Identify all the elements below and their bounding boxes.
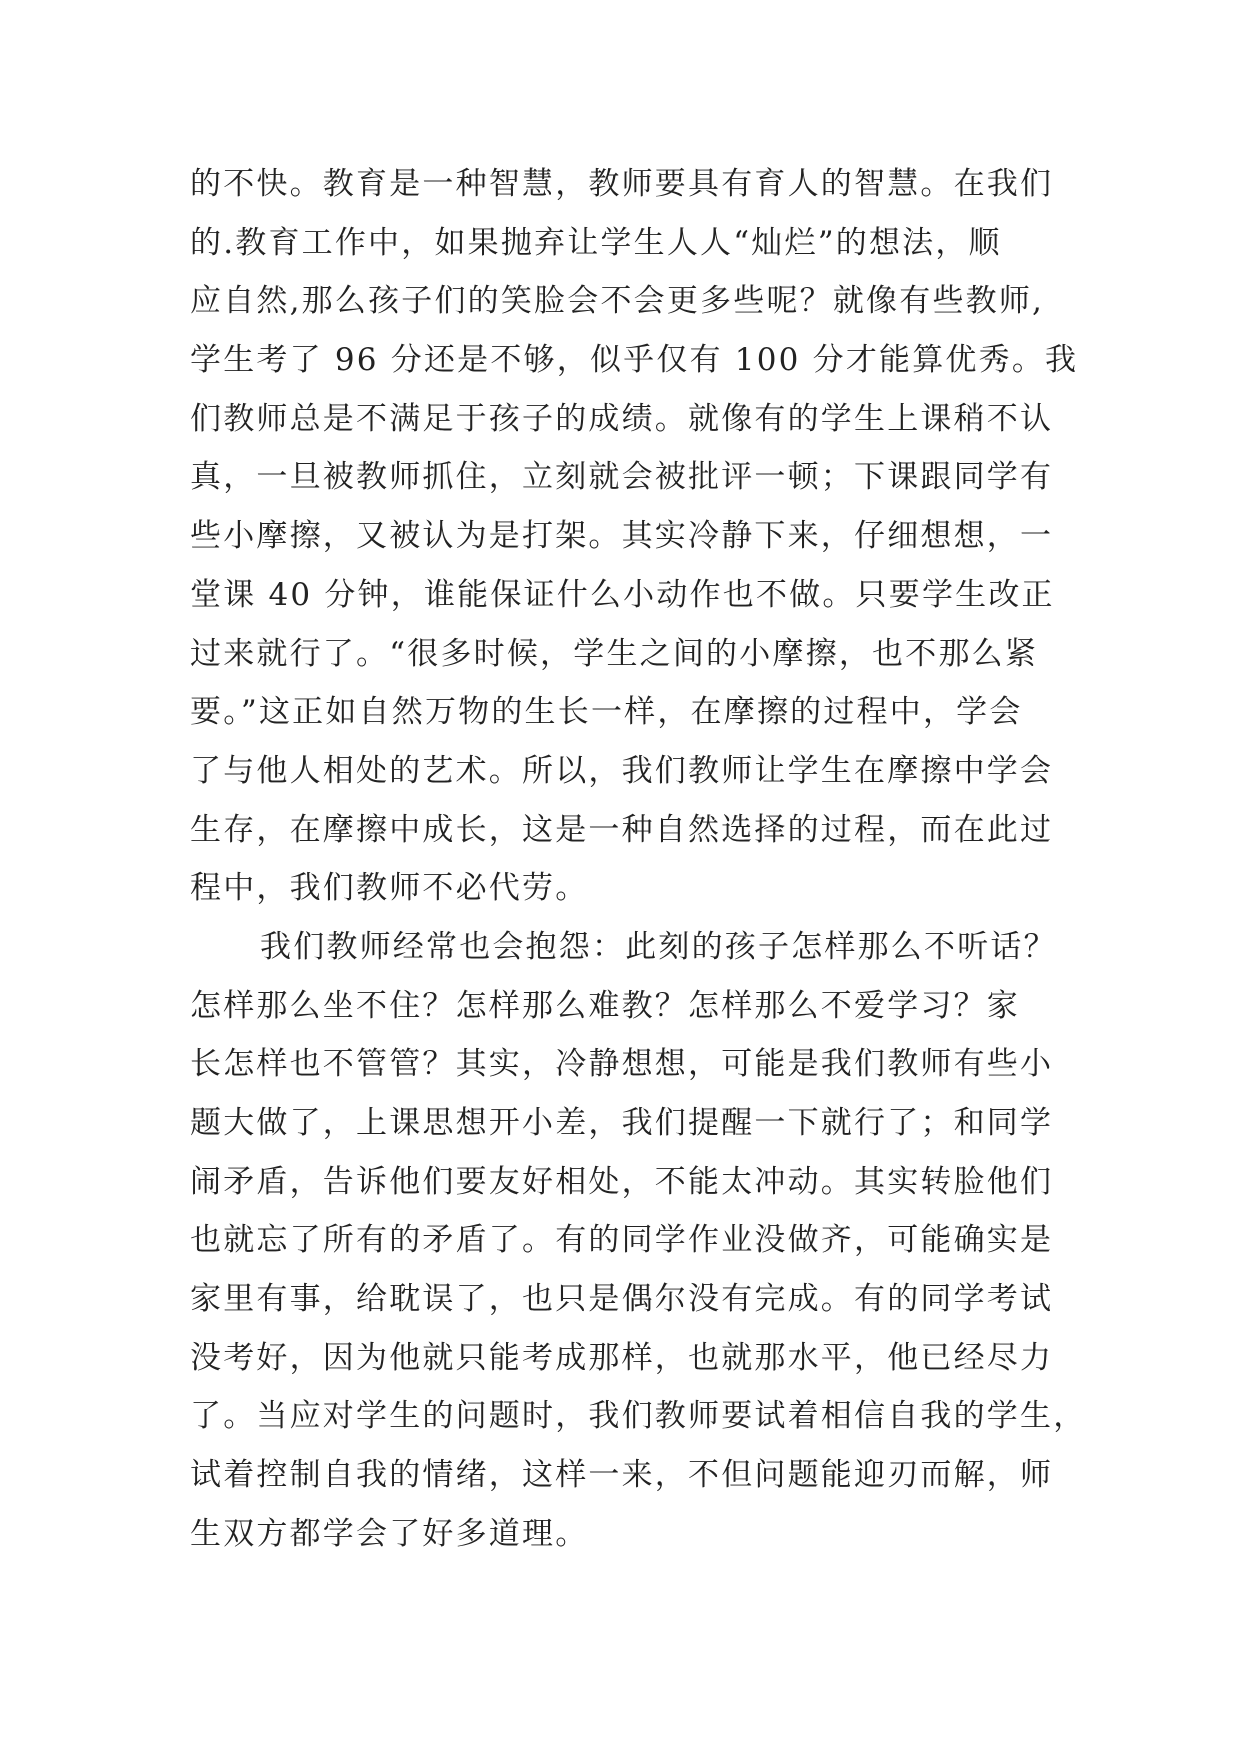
text-line: 生双方都学会了好多道理。: [190, 1515, 589, 1552]
text-line: 些小摩擦，又被认为是打架。其实冷静下来，仔细想想，一: [190, 518, 1054, 555]
text-line: 生存，在摩擦中成长，这是一种自然选择的过程，而在此过: [190, 811, 1054, 848]
text-line: 过来就行了。“很多时候，学生之间的小摩擦，也不那么紧: [190, 635, 1039, 672]
text-line: 了。当应对学生的问题时，我们教师要试着相信自我的学生，: [190, 1398, 1087, 1435]
text-line: 怎样那么坐不住？怎样那么难教？怎样那么不爱学习？家: [190, 987, 1020, 1024]
text-line: 真，一旦被教师抓住，立刻就会被批评一顿；下课跟同学有: [190, 459, 1054, 496]
text-line: 的.教育工作中，如果抛弃让学生人人“灿烂”的想法，顺: [190, 224, 1002, 261]
text-line: 们教师总是不满足于孩子的成绩。就像有的学生上课稍不认: [190, 400, 1054, 437]
text-line: 的不快。教育是一种智慧，教师要具有育人的智慧。在我们: [190, 166, 1054, 202]
paragraph-first-line: 我们教师经常也会抱怨：此刻的孩子怎样那么不听话？: [260, 928, 1057, 965]
text-line: 闹矛盾，告诉他们要友好相处，不能太冲动。其实转脸他们: [190, 1163, 1054, 1200]
text-line: 试着控制自我的情绪，这样一来，不但问题能迎刃而解，师: [190, 1457, 1054, 1494]
body-text: [190, 155, 1090, 1564]
text-line: 堂课 40 分钟，谁能保证什么小动作也不做。只要学生改正: [190, 576, 1055, 613]
text-line: 程中，我们教师不必代劳。: [190, 870, 589, 907]
text-line: 长怎样也不管管？其实，冷静想想，可能是我们教师有些小: [190, 1046, 1054, 1083]
text-line: 也就忘了所有的矛盾了。有的同学作业没做齐，可能确实是: [190, 1222, 1054, 1259]
text-line: 家里有事，给耽误了，也只是偶尔没有完成。有的同学考试: [190, 1281, 1054, 1318]
text-line: 学生考了 96 分还是不够，似乎仅有 100 分才能算优秀。我: [190, 342, 1079, 379]
text-line: 应自然,那么孩子们的笑脸会不会更多些呢？就像有些教师,: [190, 283, 1045, 320]
text-line: 要。”这正如自然万物的生长一样，在摩擦的过程中，学会: [190, 694, 1023, 731]
text-line: 题大做了，上课思想开小差，我们提醒一下就行了；和同学: [190, 1105, 1054, 1141]
text-line: 了与他人相处的艺术。所以，我们教师让学生在摩擦中学会: [190, 752, 1054, 789]
text-line: 没考好，因为他就只能考成那样，也就那水平，他已经尽力: [190, 1339, 1054, 1376]
